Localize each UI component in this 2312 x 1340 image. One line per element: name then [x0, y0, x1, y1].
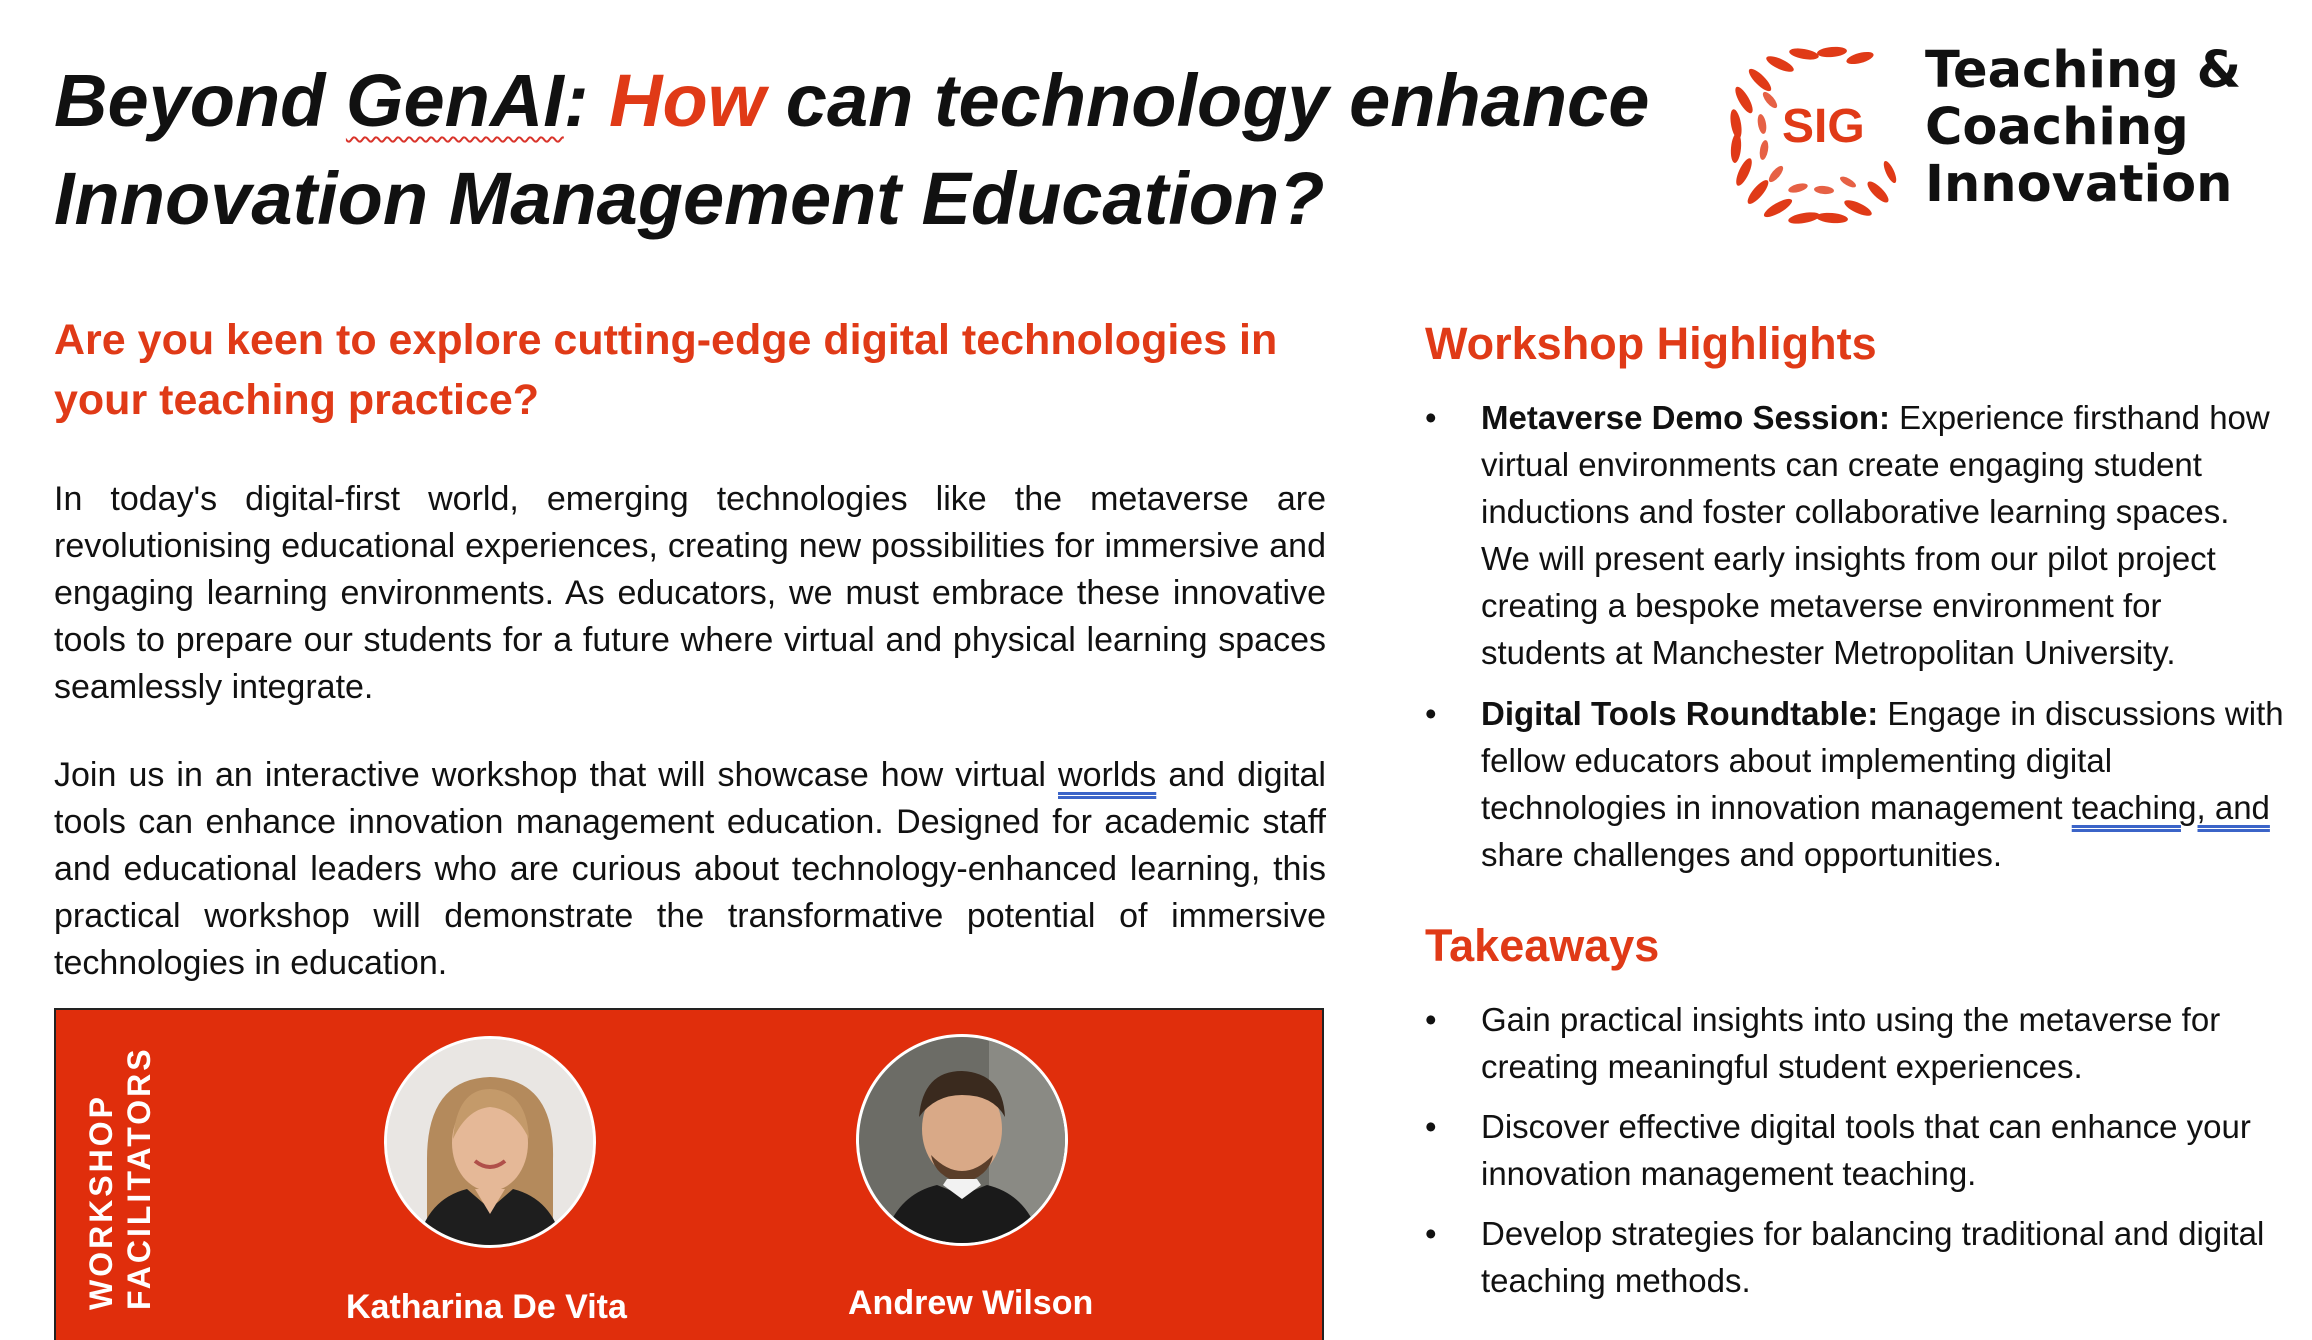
title-genai: GenAI [345, 59, 564, 142]
logo-line3: Innovation [1925, 155, 2233, 214]
intro-heading: Are you keen to explore cutting-edge digital technologies in your teaching practice? [54, 316, 1278, 424]
page-title [54, 52, 1654, 248]
portrait-andrew [859, 1037, 1065, 1243]
bullet-icon: • [1425, 1108, 1437, 1145]
title-colon: : [563, 59, 610, 142]
avatar-andrew [856, 1034, 1068, 1246]
facilitators-label-line2: FACILITATORS [121, 1046, 157, 1310]
bullet-icon: • [1425, 399, 1437, 436]
highlights-heading: Workshop Highlights [1425, 318, 1877, 369]
highlight-2-underlined: teaching, and [2071, 789, 2270, 826]
bullet-icon: • [1425, 695, 1437, 732]
takeaway-1: Gain practical insights into using the metaverse for creating meaningful student experiences. [1481, 1001, 2221, 1085]
list-item [1425, 394, 2285, 676]
intro-paragraph-1: In today's digital-first world, emerging technologies like the metaverse are revolutionising educational experiences, creating new possibilities for immersive and engaging learning environments. As educators, we must embrace these innovative tools to prepare our students for a future where virtual and physical learning spaces seamlessly integrate. [54, 480, 1326, 706]
bullet-icon: • [1425, 1001, 1437, 1038]
facilitators-panel [54, 1008, 1324, 1340]
takeaways-list [1425, 996, 2285, 1317]
list-item [1425, 996, 2285, 1090]
sig-logo-mark: SIG [1782, 100, 1865, 153]
avatar-katharina [384, 1036, 596, 1248]
sig-logo-ring-icon [1700, 28, 1920, 248]
facilitator-name-1: Katharina De Vita [346, 1288, 627, 1326]
highlights-list [1425, 394, 2285, 892]
logo-line2: Coaching [1925, 98, 2189, 157]
facilitators-label [82, 1046, 158, 1310]
highlight-2-text-b: share challenges and opportunities. [1481, 836, 2003, 873]
highlight-1-text: Experience firsthand how virtual environments can create engaging student inductions and foster collaborative learning spaces. We will present early insights from our pilot project creating a bespoke metaverse environment for students at Manchester Metropolitan University. [1481, 399, 2270, 671]
takeaway-3: Develop strategies for balancing traditional and digital teaching methods. [1481, 1215, 2265, 1299]
highlight-2-text-a: Engage in discussions with fellow educators about implementing digital technologies in innovation management [1481, 695, 2284, 826]
facilitators-label-line1: WORKSHOP [83, 1094, 119, 1310]
p2-text-a: Join us in an interactive workshop that will showcase how virtual [54, 756, 1059, 794]
logo-line1: Teaching & [1925, 41, 2242, 100]
logo-wordmark [1925, 42, 2241, 213]
takeaway-2: Discover effective digital tools that can enhance your innovation management teaching. [1481, 1108, 2251, 1192]
title-line2: Innovation Management Education? [54, 157, 1325, 240]
intro-paragraph-2 [54, 752, 1326, 987]
highlight-2-title: Digital Tools Roundtable: [1481, 695, 1879, 732]
facilitator-name-2: Andrew Wilson [848, 1284, 1094, 1322]
p2-text-b: and digital tools can enhance innovation management education. Designed for academic staff and educational leaders who are curious about technology-enhanced learning, this practical workshop will demonstrate the transformative potential of immersive technologies in education. [54, 756, 1326, 982]
title-accent: How [609, 59, 766, 142]
title-part2: can technology enhance [765, 59, 1650, 142]
list-item [1425, 690, 2285, 878]
title-part1: Beyond [54, 59, 346, 142]
p2-underlined-word: worlds [1058, 756, 1157, 794]
highlight-1-title: Metaverse Demo Session: [1481, 399, 1891, 436]
takeaways-heading: Takeaways [1425, 920, 1660, 971]
list-item [1425, 1103, 2285, 1197]
list-item [1425, 1210, 2285, 1304]
bullet-icon: • [1425, 1215, 1437, 1252]
portrait-katharina [387, 1039, 593, 1245]
